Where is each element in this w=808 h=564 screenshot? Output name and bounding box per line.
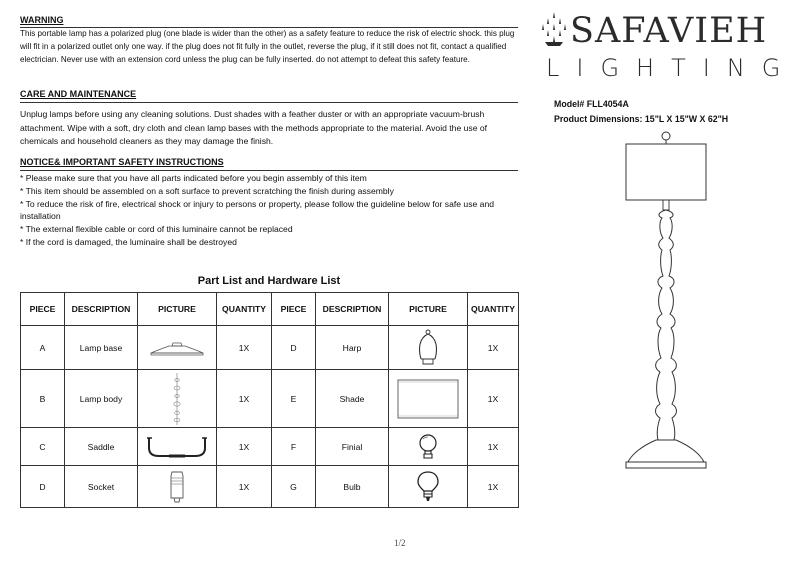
quantity-cell: 1X <box>468 326 519 370</box>
column-header: PICTURE <box>138 293 217 326</box>
description-cell: Shade <box>316 370 389 428</box>
column-header: QUANTITY <box>468 293 519 326</box>
quantity-cell: 1X <box>217 370 272 428</box>
picture-cell <box>389 428 468 466</box>
page-number: 1/2 <box>394 538 406 548</box>
notice-list <box>20 172 520 249</box>
quantity-cell: 1X <box>468 370 519 428</box>
picture-cell <box>138 466 217 508</box>
column-header: PIECE <box>272 293 316 326</box>
notice-item: * Please make sure that you have all parts indicated before you begin assembly of this item <box>20 173 367 183</box>
piece-cell: D <box>272 326 316 370</box>
picture-cell <box>389 370 468 428</box>
care-title: CARE AND MAINTENANCE <box>20 89 137 99</box>
notice-item: * The external flexible cable or cord of this luminaire cannot be replaced <box>20 224 293 235</box>
care-divider <box>20 102 518 103</box>
picture-cell <box>138 370 217 428</box>
notice-item: * If the cord is damaged, the luminaire shall be destroyed <box>20 236 237 247</box>
column-header: QUANTITY <box>217 293 272 326</box>
table-row <box>21 326 519 370</box>
product-dimensions: Product Dimensions: 15"L X 15"W X 62"H <box>554 114 729 124</box>
socket-icon <box>167 470 187 504</box>
picture-cell <box>389 466 468 508</box>
description-cell: Finial <box>316 428 389 466</box>
picture-cell <box>389 326 468 370</box>
harp-icon <box>413 329 443 367</box>
parts-table-title: Part List and Hardware List <box>197 275 341 287</box>
piece-cell: B <box>21 370 65 428</box>
chandelier-icon <box>540 12 568 48</box>
model-number: Model# FLL4054A <box>554 99 629 109</box>
quantity-cell: 1X <box>217 428 272 466</box>
lamp-base-icon <box>147 337 207 359</box>
notice-title: NOTICE& IMPORTANT SAFETY INSTRUCTIONS <box>20 157 224 167</box>
bulb-icon <box>416 470 440 504</box>
shade-icon <box>396 378 460 420</box>
table-row <box>21 370 519 428</box>
warning-title: WARNING <box>20 15 64 25</box>
column-header: PICTURE <box>389 293 468 326</box>
quantity-cell: 1X <box>217 466 272 508</box>
description-cell: Socket <box>65 466 138 508</box>
notice-item: * To reduce the risk of fire, electrical shock or injury to persons or property, please follow the guideline below for safe use and installation <box>20 198 495 222</box>
table-row <box>21 428 519 466</box>
piece-cell: D <box>21 466 65 508</box>
notice-item: * This item should be assembled on a soft surface to prevent scratching the finish during assembly <box>20 185 394 196</box>
description-cell: Lamp body <box>65 370 138 428</box>
piece-cell: F <box>272 428 316 466</box>
column-header: DESCRIPTION <box>65 293 138 326</box>
brand-logo <box>540 10 798 82</box>
piece-cell: G <box>272 466 316 508</box>
picture-cell <box>138 428 217 466</box>
quantity-cell: 1X <box>468 466 519 508</box>
floor-lamp-illustration <box>620 128 712 480</box>
parts-table <box>20 292 519 508</box>
saddle-icon <box>145 434 209 460</box>
brand-sub: LIGHTING <box>546 54 798 82</box>
quantity-cell: 1X <box>468 428 519 466</box>
brand-name: SAFAVIEH <box>570 11 768 51</box>
table-row <box>21 466 519 508</box>
description-cell: Saddle <box>65 428 138 466</box>
notice-divider <box>20 170 518 171</box>
piece-cell: C <box>21 428 65 466</box>
column-header: PIECE <box>21 293 65 326</box>
care-text: Unplug lamps before using any cleaning solutions. Dust shades with a feather duster or with an appropriate vacuum-brush attachment. Wipe with a soft, dry cloth and clean lamp bases with the methods appropriate to the material. Avoid the use of chemicals and household cleaners as they may damage the finish. <box>20 109 488 147</box>
description-cell: Bulb <box>316 466 389 508</box>
description-cell: Harp <box>316 326 389 370</box>
lamp-body-icon <box>170 372 184 426</box>
picture-cell <box>138 326 217 370</box>
piece-cell: A <box>21 326 65 370</box>
quantity-cell: 1X <box>217 326 272 370</box>
warning-text: This portable lamp has a polarized plug (one blade is wider than the other) as a safety feature to reduce the risk of electric shock. this plug will fit in a polarized outlet only one way. if the plug does not fit fully in the outlet, reverse the plug, if it still does not fit, contact a qualified electrician. Never use with an extension cord unless the plug can be fully inserted. do not attempt to defeat this safety feature. <box>20 29 515 64</box>
description-cell: Lamp base <box>65 326 138 370</box>
piece-cell: E <box>272 370 316 428</box>
column-header: DESCRIPTION <box>316 293 389 326</box>
finial-icon <box>417 432 439 462</box>
parts-header-row <box>21 293 519 326</box>
